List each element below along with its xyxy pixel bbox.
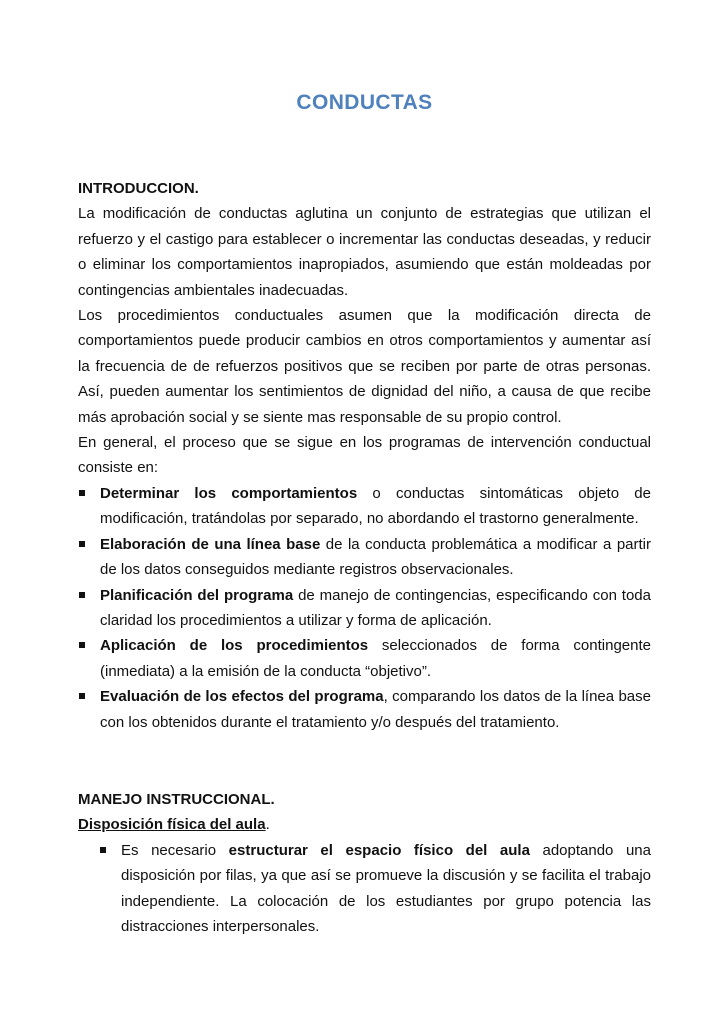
step-description: , comparando los datos de la línea base con los obtenidos durante el tratamiento y/o después del tratamiento. [100, 688, 651, 731]
intro-heading: INTRODUCCION. [78, 180, 199, 197]
list-item [78, 633, 651, 684]
step-title: Aplicación de los procedimientos [100, 637, 369, 655]
classroom-layout-list [78, 838, 651, 940]
process-steps-list [78, 481, 651, 735]
square-bullet-icon [79, 490, 85, 496]
step-title: Planificación del programa [100, 586, 294, 604]
step-description: de manejo de contingencias, especificando con toda claridad los procedimientos a utilizar y forma de aplicación. [100, 586, 651, 629]
list-item [78, 838, 651, 940]
classroom-layout-subheading: Disposición física del aula [78, 816, 266, 834]
step-description: o conductas sintomáticas objeto de modificación, tratándolas por separado, no abordando el trastorno generalmente. [100, 484, 651, 528]
step-description: seleccionados de forma contingente (inmediata) a la emisión de la conducta “objetivo”. [100, 637, 651, 680]
intro-paragraph-2: Los procedimientos conductuales asumen que la modificación directa de comportamientos puede producir cambios en otros comportamientos y aumentar así la frecuencia de de refuerzos positivos que se reciben por parte de otras personas. Así, pueden aumentar los sentimientos de dignidad del niño, a causa de que recibe más aprobación social y se siente mas responsable de su propio control. [78, 307, 651, 426]
step-description: de la conducta problemática a modificar a partir de los datos conseguidos mediante registros observacionales. [100, 535, 651, 579]
item-rest: adoptando una disposición por filas, ya que así se promueve la discusión y se facilita el trabajo independiente. La colocación de los estudiantes por grupo potencia las distracciones interpersonales. [121, 841, 651, 936]
square-bullet-icon [79, 592, 85, 598]
list-item [78, 583, 651, 634]
intro-paragraph-1: La modificación de conductas aglutina un conjunto de estrategias que utilizan el refuerzo y el castigo para establecer o incrementar las conductas deseadas, y reducir o eliminar los comportamientos inapropiados, asumiendo que están moldeadas por contingencias ambientales inadecuadas. [78, 205, 651, 299]
subheading-line [78, 812, 651, 837]
document-title: CONDUCTAS [296, 91, 433, 114]
square-bullet-icon [79, 541, 85, 547]
step-title: Evaluación de los efectos del programa [100, 688, 384, 706]
list-item [78, 532, 651, 583]
step-title: Elaboración de una línea base [100, 535, 321, 553]
item-lead: Es necesario [121, 841, 229, 859]
list-item [78, 684, 651, 735]
square-bullet-icon [79, 693, 85, 699]
manejo-instruccional-section [78, 787, 651, 939]
item-bold: estructurar el espacio físico del aula [228, 841, 530, 859]
square-bullet-icon [100, 847, 106, 853]
step-title: Determinar los comportamientos [100, 484, 358, 502]
subheading-period: . [265, 816, 270, 834]
intro-paragraph-3: En general, el proceso que se sigue en los programas de intervención conductual consiste en: [78, 434, 651, 477]
introduction-section [78, 176, 651, 735]
square-bullet-icon [79, 642, 85, 648]
manejo-heading: MANEJO INSTRUCCIONAL. [78, 791, 275, 808]
list-item [78, 481, 651, 532]
